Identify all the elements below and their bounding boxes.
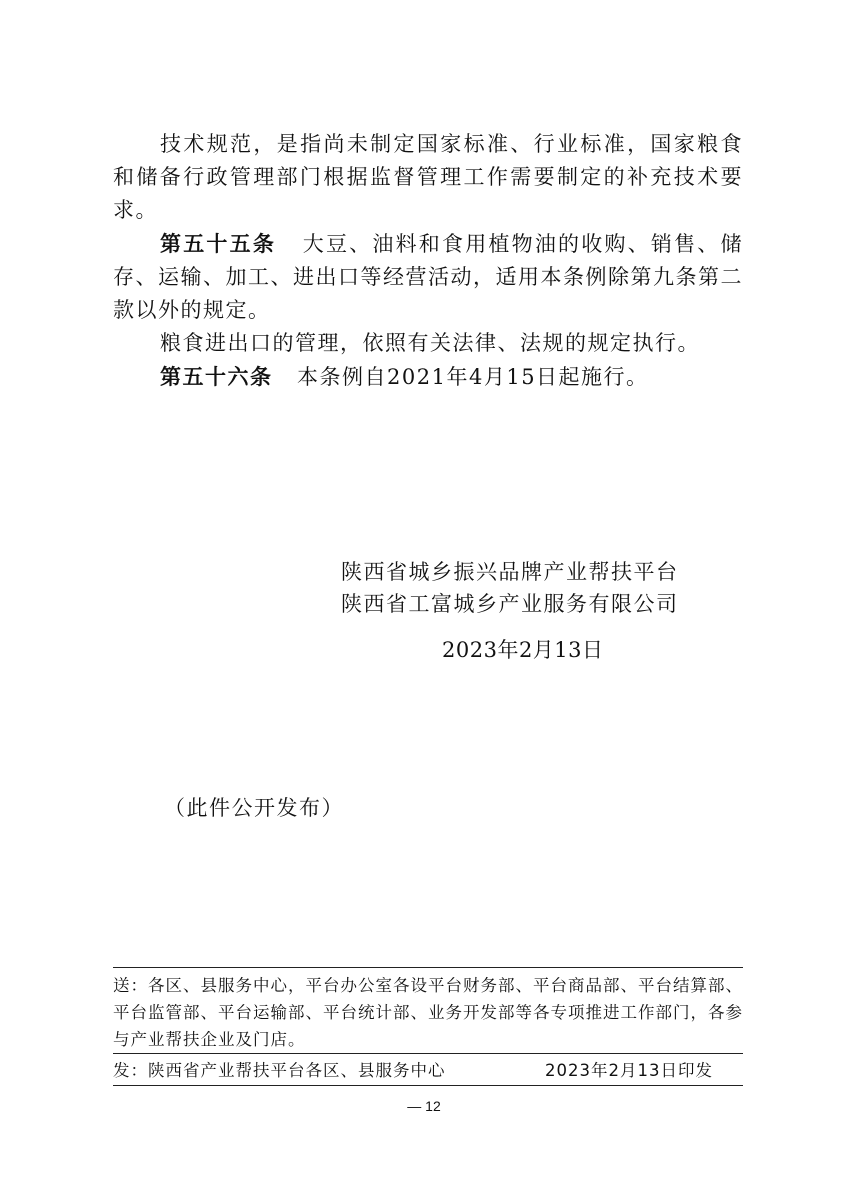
article-55 [113, 227, 743, 327]
distribution-to: 送：各区、县服务中心，平台办公室各设平台财务部、平台商品部、平台结算部、平台监管部、平台运输部、平台统计部、业务开发部等各专项推进工作部门，各参与产业帮扶企业及门店。 [113, 976, 743, 1049]
article-56-title: 第五十六条 [160, 364, 273, 389]
signature-org-1: 陕西省城乡振兴品牌产业帮扶平台 [341, 560, 679, 584]
divider-top [113, 967, 743, 968]
article-55-text: 大豆、油料和食用植物油的收购、销售、储存、运输、加工、进出口等经营活动，适用本条例除第九条第二款以外的规定。 [113, 232, 744, 322]
issue-line [113, 1057, 713, 1081]
distribution-list [113, 972, 743, 1053]
signature-org-2: 陕西省工富城乡产业服务有限公司 [341, 592, 679, 616]
paragraph-tech-spec: 技术规范，是指尚未制定国家标准、行业标准，国家粮食和储备行政管理部门根据监督管理工作需要制定的补充技术要求。 [113, 132, 743, 222]
paragraph-import-export: 粮食进出口的管理，依照有关法律、法规的规定执行。 [160, 331, 700, 355]
article-56 [113, 360, 743, 394]
document-body [113, 128, 743, 394]
signature-date: 2023年2月13日 [442, 638, 604, 662]
divider-bottom [113, 1085, 743, 1086]
issue-date: 2023年2月13日印发 [545, 1061, 713, 1080]
article-55-title: 第五十五条 [160, 231, 277, 256]
article-56-text: 本条例自2021年4月15日起施行。 [297, 365, 649, 389]
publication-note: （此件公开发布） [164, 796, 344, 820]
page-number: — 12 [407, 1098, 441, 1114]
issuer: 发：陕西省产业帮扶平台各区、县服务中心 [113, 1061, 446, 1080]
divider-middle [113, 1053, 743, 1054]
